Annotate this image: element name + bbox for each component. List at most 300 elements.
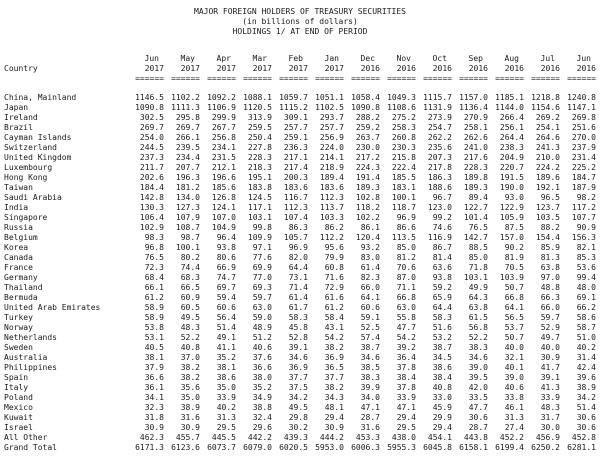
country-cell: Singapore [4,213,48,222]
value-cell: 32.4 [252,413,272,422]
value-cell: 244.5 [139,143,164,152]
value-cell: 38.2 [180,363,200,372]
value-cell: 238.3 [499,143,524,152]
value-cell: 116.9 [427,233,452,242]
value-cell: 40.8 [432,383,452,392]
value-cell: 59.1 [360,313,380,322]
column-month-3: Mar [252,54,267,63]
column-year-10: 2016 [504,64,524,73]
value-cell: 263.7 [355,133,380,142]
table-row [0,163,600,173]
value-cell: 37.7 [324,373,344,382]
value-cell: 256.8 [211,133,236,142]
value-cell: 69.3 [252,283,272,292]
value-cell: 70.5 [504,263,524,272]
value-cell: 81.4 [432,253,452,262]
value-cell: 120.4 [355,233,380,242]
value-cell: 34.0 [360,393,380,402]
value-cell: 64.1 [504,303,524,312]
value-cell: 224.2 [535,163,560,172]
table-row [0,123,600,133]
holders-table [0,54,600,453]
country-cell: Thailand [4,283,43,292]
country-cell: Philippines [4,363,57,372]
value-cell: 30.9 [324,423,344,432]
value-cell: 34.2 [288,393,308,402]
table-row [0,233,600,243]
value-cell: 34.1 [144,393,164,402]
country-cell: Japan [4,103,29,112]
value-cell: 76.5 [468,223,488,232]
value-cell: 230.0 [355,143,380,152]
value-cell: 47.7 [468,403,488,412]
table-row [0,283,600,293]
value-cell: 45.9 [432,403,452,412]
value-cell: 41.1 [216,343,236,352]
value-cell: 100.1 [391,193,416,202]
table-row [0,143,600,153]
value-cell: 98.7 [180,233,200,242]
value-cell: 34.6 [468,353,488,362]
value-cell: 38.6 [216,373,236,382]
value-cell: 65.9 [432,293,452,302]
value-cell: 86.1 [360,223,380,232]
value-cell: 99.8 [252,223,272,232]
value-cell: 47.1 [396,403,416,412]
value-cell: 38.3 [360,373,380,382]
value-cell: 72.3 [144,263,164,272]
value-cell: 38.1 [216,363,236,372]
value-cell: 49.7 [540,333,560,342]
value-cell: 1115.7 [423,93,452,102]
value-cell: 39.2 [396,343,416,352]
value-cell: 189.4 [319,173,344,182]
value-cell: 222.4 [391,163,416,172]
table-body [0,93,600,453]
value-cell: 1115.2 [279,103,308,112]
value-cell: 6250.2 [531,443,560,452]
value-cell: 257.7 [319,123,344,132]
value-cell: 36.6 [144,373,164,382]
value-cell: 61.5 [468,313,488,322]
value-cell: 60.5 [180,303,200,312]
value-cell: 250.4 [247,133,272,142]
value-cell: 299.9 [211,113,236,122]
value-cell: 122.7 [463,203,488,212]
value-cell: 1146.5 [135,93,164,102]
value-cell: 49.9 [468,283,488,292]
value-cell: 207.3 [427,153,452,162]
value-cell: 40.8 [180,343,200,352]
value-cell: 38.1 [144,353,164,362]
value-cell: 103.3 [319,213,344,222]
value-cell: 61.2 [324,303,344,312]
country-cell: Norway [4,323,33,332]
value-cell: 217.4 [283,163,308,172]
value-cell: 38.2 [324,383,344,392]
table-row [0,443,600,453]
value-cell: 86.7 [432,243,452,252]
value-cell: 103.9 [499,273,524,282]
country-cell: Russia [4,223,33,232]
table-row [0,183,600,193]
value-cell: 34.3 [324,393,344,402]
country-cell: Belgium [4,233,38,242]
value-cell: 30.9 [180,423,200,432]
value-cell: 124.1 [211,203,236,212]
value-cell: 309.1 [283,113,308,122]
value-cell: 37.0 [180,353,200,362]
value-cell: 30.0 [540,423,560,432]
value-cell: 1120.5 [243,103,272,112]
value-cell: 37.8 [396,363,416,372]
value-cell: 79.9 [324,253,344,262]
country-cell: Luxembourg [4,163,53,172]
value-cell: 442.2 [247,433,272,442]
column-year-8: 2016 [432,64,452,73]
value-cell: 123.7 [535,203,560,212]
value-cell: 225.2 [571,163,596,172]
value-cell: 1058.4 [351,93,380,102]
value-cell: 85.0 [396,243,416,252]
value-cell: 56.5 [504,313,524,322]
value-cell: 196.6 [211,173,236,182]
country-cell: Turkey [4,313,33,322]
value-cell: 262.6 [463,133,488,142]
value-cell: 36.4 [396,353,416,362]
column-year-3: 2017 [252,64,272,73]
value-cell: 1185.1 [495,93,524,102]
value-cell: 48.3 [180,323,200,332]
value-cell: 40.6 [252,343,272,352]
value-cell: 40.2 [576,343,596,352]
value-cell: 88.5 [468,243,488,252]
value-cell: 53.2 [432,333,452,342]
table-row [0,273,600,283]
value-cell: 71.6 [324,273,344,282]
value-cell: 29.4 [396,413,416,422]
value-cell: 66.0 [360,283,380,292]
value-cell: 1090.8 [135,103,164,112]
value-cell: 257.7 [283,123,308,132]
value-cell: 86.2 [324,223,344,232]
value-cell: 81.9 [504,253,524,262]
value-cell: 118.2 [355,203,380,212]
value-cell: 97.0 [540,273,560,282]
value-cell: 93.2 [360,243,380,252]
value-cell: 102.8 [355,193,380,202]
country-cell: Hong Kong [4,173,48,182]
value-cell: 269.7 [175,123,200,132]
table-row [0,193,600,203]
value-cell: 96.9 [396,213,416,222]
value-cell: 443.8 [463,433,488,442]
value-cell: 102.2 [355,213,380,222]
value-cell: 187.9 [571,183,596,192]
value-cell: 218.3 [247,163,272,172]
value-cell: 64.4 [432,303,452,312]
value-cell: 52.2 [180,333,200,342]
country-cell: Sweden [4,343,33,352]
value-cell: 220.7 [499,163,524,172]
country-cell: Poland [4,393,33,402]
value-cell: 29.8 [288,413,308,422]
table-row [0,363,600,373]
value-cell: 53.1 [144,333,164,342]
table-row [0,253,600,263]
value-cell: 1218.8 [531,93,560,102]
value-cell: 207.7 [175,163,200,172]
value-cell: 215.8 [391,153,416,162]
value-cell: 63.6 [432,263,452,272]
value-cell: 63.0 [252,303,272,312]
value-cell: 224.3 [355,163,380,172]
value-cell: 58.3 [432,313,452,322]
value-cell: 35.2 [252,383,272,392]
value-cell: 217.2 [355,153,380,162]
value-cell: 237.9 [571,143,596,152]
value-cell: 189.8 [463,173,488,182]
value-cell: 211.7 [139,163,164,172]
value-cell: 29.6 [252,423,272,432]
value-cell: 74.6 [432,223,452,232]
value-cell: 39.1 [540,373,560,382]
value-cell: 118.7 [391,203,416,212]
value-cell: 38.3 [468,343,488,352]
value-cell: 96.7 [432,193,452,202]
value-cell: 117.2 [571,203,596,212]
value-cell: 90.9 [576,223,596,232]
table-row [0,243,600,253]
value-cell: 270.0 [571,133,596,142]
column-separator-6: ====== [351,74,380,83]
country-cell: Israel [4,423,33,432]
value-cell: 36.9 [324,353,344,362]
value-cell: 269.8 [571,113,596,122]
country-cell: India [4,203,29,212]
value-cell: 1106.9 [207,103,236,112]
value-cell: 48.0 [576,283,596,292]
value-cell: 202.6 [139,173,164,182]
value-cell: 58.9 [144,303,164,312]
value-cell: 98.2 [576,193,596,202]
column-month-10: Aug [504,54,519,63]
value-cell: 293.7 [319,113,344,122]
value-cell: 87.0 [396,273,416,282]
value-cell: 6281.1 [567,443,596,452]
value-cell: 37.9 [144,363,164,372]
value-cell: 452.8 [571,433,596,442]
value-cell: 100.1 [175,243,200,252]
table-row [0,383,600,393]
value-cell: 48.8 [540,283,560,292]
country-cell: Taiwan [4,183,33,192]
value-cell: 189.6 [535,173,560,182]
country-cell: United Kingdom [4,153,72,162]
value-cell: 218.9 [319,163,344,172]
column-month-7: Nov [396,54,411,63]
country-cell: Bermuda [4,293,38,302]
value-cell: 38.7 [360,343,380,352]
value-cell: 38.6 [432,363,452,372]
value-cell: 39.6 [576,373,596,382]
table-row [0,373,600,383]
value-cell: 35.2 [216,353,236,362]
report-subtitle: (in billions of dollars) [242,17,358,26]
value-cell: 183.6 [283,183,308,192]
column-month-0: Jun [144,54,159,63]
value-cell: 38.4 [432,373,452,382]
value-cell: 212.1 [211,163,236,172]
country-cell: Mexico [4,403,33,412]
value-cell: 53.8 [144,323,164,332]
value-cell: 96.9 [288,243,308,252]
value-cell: 86.6 [396,223,416,232]
value-cell: 438.0 [391,433,416,442]
country-cell: Netherlands [4,333,57,342]
value-cell: 234.1 [211,143,236,152]
value-cell: 6123.6 [171,443,200,452]
value-cell: 61.7 [288,303,308,312]
value-cell: 29.9 [432,413,452,422]
country-cell: Germany [4,273,38,282]
column-year-1: 2017 [180,64,200,73]
value-cell: 88.2 [540,223,560,232]
value-cell: 444.2 [319,433,344,442]
value-cell: 33.8 [504,393,524,402]
value-cell: 85.3 [576,253,596,262]
value-cell: 60.9 [180,293,200,302]
value-cell: 38.5 [360,363,380,372]
value-cell: 269.2 [535,113,560,122]
column-separator-11: ====== [531,74,560,83]
value-cell: 228.3 [463,163,488,172]
value-cell: 239.5 [175,143,200,152]
value-cell: 54.2 [396,333,416,342]
value-cell: 231.4 [571,153,596,162]
country-cell: Australia [4,353,48,362]
table-row [0,423,600,433]
value-cell: 64.4 [288,263,308,272]
value-cell: 50.7 [504,283,524,292]
value-cell: 51.0 [576,333,596,342]
value-cell: 227.8 [247,143,272,152]
value-cell: 6073.7 [207,443,236,452]
value-cell: 302.5 [139,113,164,122]
value-cell: 258.3 [391,123,416,132]
value-cell: 98.3 [144,233,164,242]
column-year-7: 2016 [396,64,416,73]
value-cell: 183.6 [319,183,344,192]
value-cell: 38.2 [180,373,200,382]
column-year-6: 2016 [360,64,380,73]
column-separator-8: ====== [423,74,452,83]
value-cell: 1108.6 [387,103,416,112]
value-cell: 1102.5 [315,103,344,112]
value-cell: 37.8 [396,383,416,392]
value-cell: 47.7 [396,323,416,332]
value-cell: 196.3 [175,173,200,182]
value-cell: 81.2 [396,253,416,262]
report-title-block [0,7,600,37]
value-cell: 60.6 [360,303,380,312]
value-cell: 38.4 [396,373,416,382]
report-title: MAJOR FOREIGN HOLDERS OF TREASURY SECURITIES [194,7,406,16]
value-cell: 210.0 [535,153,560,162]
value-cell: 55.8 [396,313,416,322]
value-cell: 39.0 [468,363,488,372]
table-row [0,223,600,233]
value-cell: 439.3 [283,433,308,442]
value-cell: 45.8 [288,323,308,332]
value-cell: 40.1 [504,363,524,372]
column-month-2: Apr [216,54,231,63]
column-separator-9: ====== [459,74,488,83]
value-cell: 70.6 [396,263,416,272]
country-cell: Kuwait [4,413,33,422]
value-cell: 66.1 [144,283,164,292]
value-cell: 275.2 [391,113,416,122]
value-cell: 30.2 [288,423,308,432]
value-cell: 184.7 [571,173,596,182]
value-cell: 49.5 [180,313,200,322]
value-cell: 37.5 [288,383,308,392]
value-cell: 142.8 [139,193,164,202]
value-cell: 74.4 [180,263,200,272]
country-cell: United Arab Emirates [4,303,101,312]
value-cell: 236.3 [283,143,308,152]
table-row [0,173,600,183]
column-separator-1: ====== [171,74,200,83]
value-cell: 231.5 [211,153,236,162]
value-cell: 41.7 [540,363,560,372]
value-cell: 29.4 [324,413,344,422]
value-cell: 112.3 [283,203,308,212]
value-cell: 61.4 [288,293,308,302]
table-row [0,213,600,223]
value-cell: 230.3 [391,143,416,152]
value-cell: 127.3 [175,203,200,212]
report-period-note: HOLDINGS 1/ AT END OF PERIOD [232,27,368,36]
value-cell: 462.3 [139,433,164,442]
value-cell: 96.4 [216,233,236,242]
value-cell: 34.6 [360,353,380,362]
value-cell: 6079.0 [243,443,272,452]
value-cell: 224.0 [319,143,344,152]
value-cell: 266.4 [499,113,524,122]
value-cell: 63.0 [396,303,416,312]
value-cell: 31.6 [360,423,380,432]
value-cell: 1090.8 [351,103,380,112]
value-cell: 40.6 [504,383,524,392]
value-cell: 58.7 [576,323,596,332]
value-cell: 43.1 [324,323,344,332]
value-cell: 33.9 [216,393,236,402]
value-cell: 185.5 [391,173,416,182]
value-cell: 108.7 [175,223,200,232]
value-cell: 455.7 [175,433,200,442]
value-cell: 38.2 [324,343,344,352]
value-cell: 81.3 [540,253,560,262]
value-cell: 6020.5 [279,443,308,452]
value-cell: 192.1 [535,183,560,192]
value-cell: 1102.2 [171,93,200,102]
value-cell: 80.2 [180,253,200,262]
table-row [0,333,600,343]
value-cell: 123.0 [427,203,452,212]
value-cell: 204.9 [499,153,524,162]
value-cell: 37.7 [288,373,308,382]
